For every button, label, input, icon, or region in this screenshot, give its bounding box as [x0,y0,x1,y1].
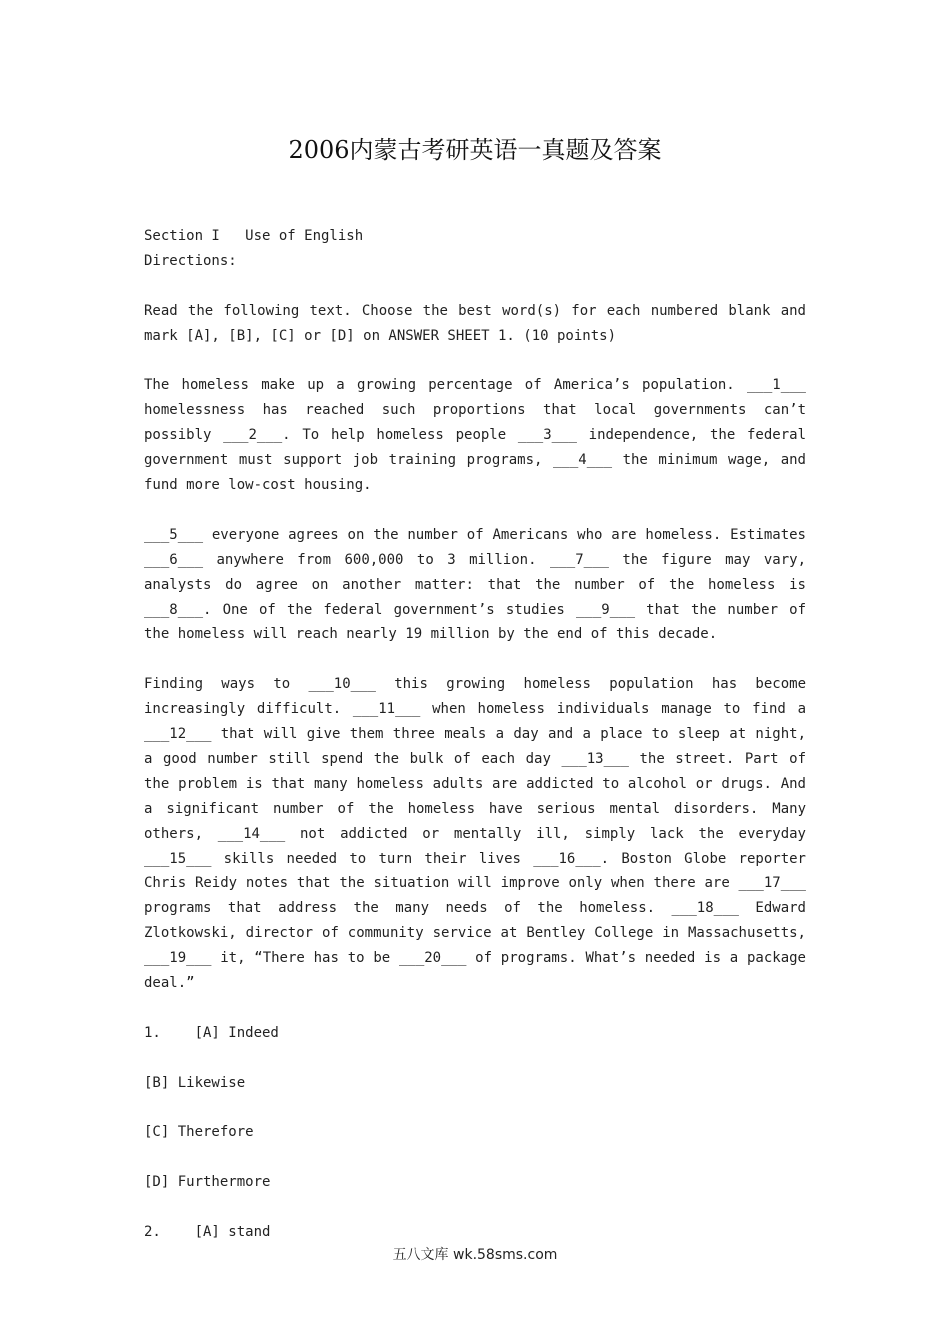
passage-paragraph-3: Finding ways to ___10___ this growing homeless population has become increasingly difficult. ___11___ when homeless individuals manage to find a ___12___ that will give them three meals a day and a place to sleep at night, a good number still spend the bulk of each day ___13___ the street. Part of the problem is that many homeless adults are addicted to alcohol or drugs. And a significant number of the homeless have serious mental disorders. Many others, ___14___ not addicted or mentally ill, simply lack the everyday ___15___ skills needed to turn their lives ___16___. Boston Globe reporter Chris Reidy notes that the situation will improve only when there are ___17___ programs that address the many needs of the homeless. ___18___ Edward Zlotkowski, director of community service at Bentley College in Massachusetts, ___19___ it, “There has to be ___20___ of programs. What’s needed is a package deal.” [144,676,806,992]
passage-paragraph-2: ___5___ everyone agrees on the number of Americans who are homeless. Estimates ___6___ anywhere from 600,000 to 3 million. ___7___ the figure may vary, analysts do agree on another matter: that the number of the homeless is ___8___. One of the federal government’s studies ___9___ that the number of the homeless will reach nearly 19 million by the end of this decade. [144,526,806,643]
page-title: 2006内蒙古考研英语一真题及答案 [288,136,662,164]
passage-paragraph-1: The homeless make up a growing percentage of America’s population. ___1___ homelessness has reached such proportions that local governments can’t possibly ___2___. To help homeless people ___3___ independence, the federal government must support job training programs, ___4___ the minimum wage, and fund more low-cost housing. [144,377,806,493]
blank-line [144,274,806,299]
directions-label: Directions: [144,252,237,269]
option-1c: [C] Therefore [144,1124,254,1141]
option-2a: 2. [A] stand [144,1224,271,1241]
section-heading: Section I Use of English [144,228,364,244]
option-1d: [D] Furthermore [144,1174,271,1191]
document-body [144,224,806,1270]
directions-text: Read the following text. Choose the best word(s) for each numbered blank and mark [A], [B], [C] or [D] on ANSWER SHEET 1. (10 points) [144,302,806,344]
footer-watermark: 五八文库 wk.58sms.com [392,1247,558,1263]
option-1b: [B] Likewise [144,1074,246,1091]
option-1a: 1. [A] Indeed [144,1024,279,1041]
